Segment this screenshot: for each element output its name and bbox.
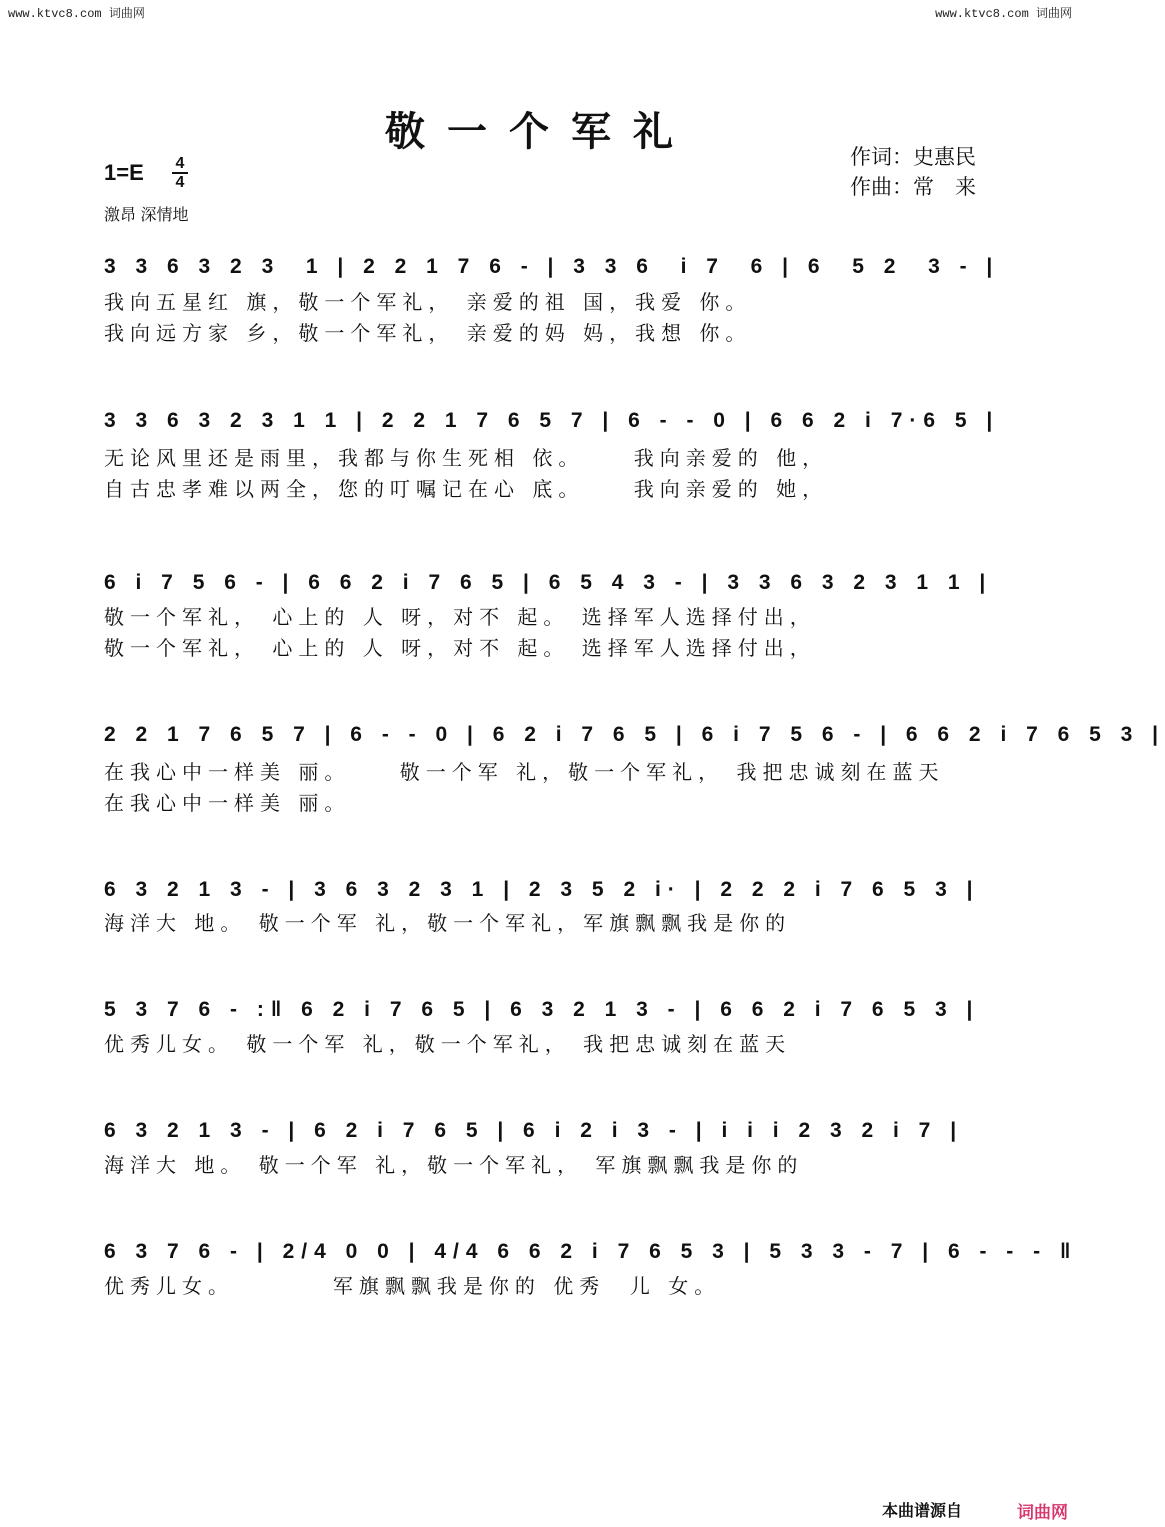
key-signature: 1=E <box>104 160 144 185</box>
lyric-line: 我向五星红 旗，敬一个军礼， 亲爱的祖 国，我爱 你。 <box>104 290 752 314</box>
notation-line: 6 3 7 6 - | 2/4 0 0 | 4/4 6 6 2 i 7 6 5 3 | 5 3 3 - 7 | 6 - - - ‖ <box>104 1240 1078 1263</box>
lyricist: 作词：史惠民 <box>850 145 976 169</box>
lyric-line: 自古忠孝难以两全，您的叮嘱记在心 底。 我向亲爱的 她， <box>104 477 829 501</box>
expression-mark: 激昂 深情地 <box>104 207 189 224</box>
lyric-line: 敬一个军礼， 心上的 人 呀，对不 起。 选择军人选择付出， <box>104 605 816 629</box>
notation-line: 3 3 6 3 2 3 1 | 2 2 1 7 6 - | 3 3 6 i 7 6 | 6 5 2 3 - | <box>104 255 1000 278</box>
site-watermark-left: www.ktvc8.com 词曲网 <box>8 7 145 21</box>
song-title: 敬一个军礼 <box>385 108 695 155</box>
notation-line: 6 3 2 1 3 - | 6 2 i 7 6 5 | 6 i 2 i 3 - | i i i 2 3 2 i 7 | <box>104 1119 964 1142</box>
lyric-line: 在我心中一样美 丽。 <box>104 791 351 815</box>
lyric-line: 优秀儿女。 敬一个军 礼，敬一个军礼， 我把忠诚刻在蓝天 <box>104 1032 792 1056</box>
time-signature-bottom: 4 <box>175 174 185 191</box>
lyric-line: 我向远方家 乡，敬一个军礼， 亲爱的妈 妈，我想 你。 <box>104 321 752 345</box>
lyric-line: 无论风里还是雨里，我都与你生死相 依。 我向亲爱的 他， <box>104 446 829 470</box>
site-watermark-right: www.ktvc8.com 词曲网 <box>935 7 1072 21</box>
notation-line: 3 3 6 3 2 3 1 1 | 2 2 1 7 6 5 7 | 6 - - 0 | 6 6 2 i 7·6 5 | <box>104 409 1000 432</box>
notation-line: 6 3 2 1 3 - | 3 6 3 2 3 1 | 2 3 5 2 i· | 2 2 2 i 7 6 5 3 | <box>104 878 980 901</box>
credits <box>850 142 976 202</box>
footer-source-text: 本曲谱源自 <box>881 1501 962 1520</box>
lyric-line: 海洋大 地。 敬一个军 礼，敬一个军礼， 军旗飘飘我是你的 <box>104 1153 804 1177</box>
lyric-line: 在我心中一样美 丽。 敬一个军 礼，敬一个军礼， 我把忠诚刻在蓝天 <box>104 760 945 784</box>
notation-line: 6 i 7 5 6 - | 6 6 2 i 7 6 5 | 6 5 4 3 - | 3 3 6 3 2 3 1 1 | <box>104 571 993 594</box>
lyric-line: 敬一个军礼， 心上的 人 呀，对不 起。 选择军人选择付出， <box>104 636 816 660</box>
composer: 作曲：常 来 <box>850 175 976 199</box>
lyric-line: 海洋大 地。 敬一个军 礼，敬一个军礼，军旗飘飘我是你的 <box>104 911 792 935</box>
notation-line: 2 2 1 7 6 5 7 | 6 - - 0 | 6 2 i 7 6 5 | 6 i 7 5 6 - | 6 6 2 i 7 6 5 3 | <box>104 723 1165 746</box>
time-signature-top: 4 <box>175 155 185 172</box>
lyric-line: 优秀儿女。 军旗飘飘我是你的 优秀 儿 女。 <box>104 1274 721 1298</box>
notation-line: 5 3 7 6 - :‖ 6 2 i 7 6 5 | 6 3 2 1 3 - | 6 6 2 i 7 6 5 3 | <box>104 998 980 1021</box>
time-signature <box>172 156 188 190</box>
footer-logo: 词曲网 <box>1017 1503 1068 1523</box>
